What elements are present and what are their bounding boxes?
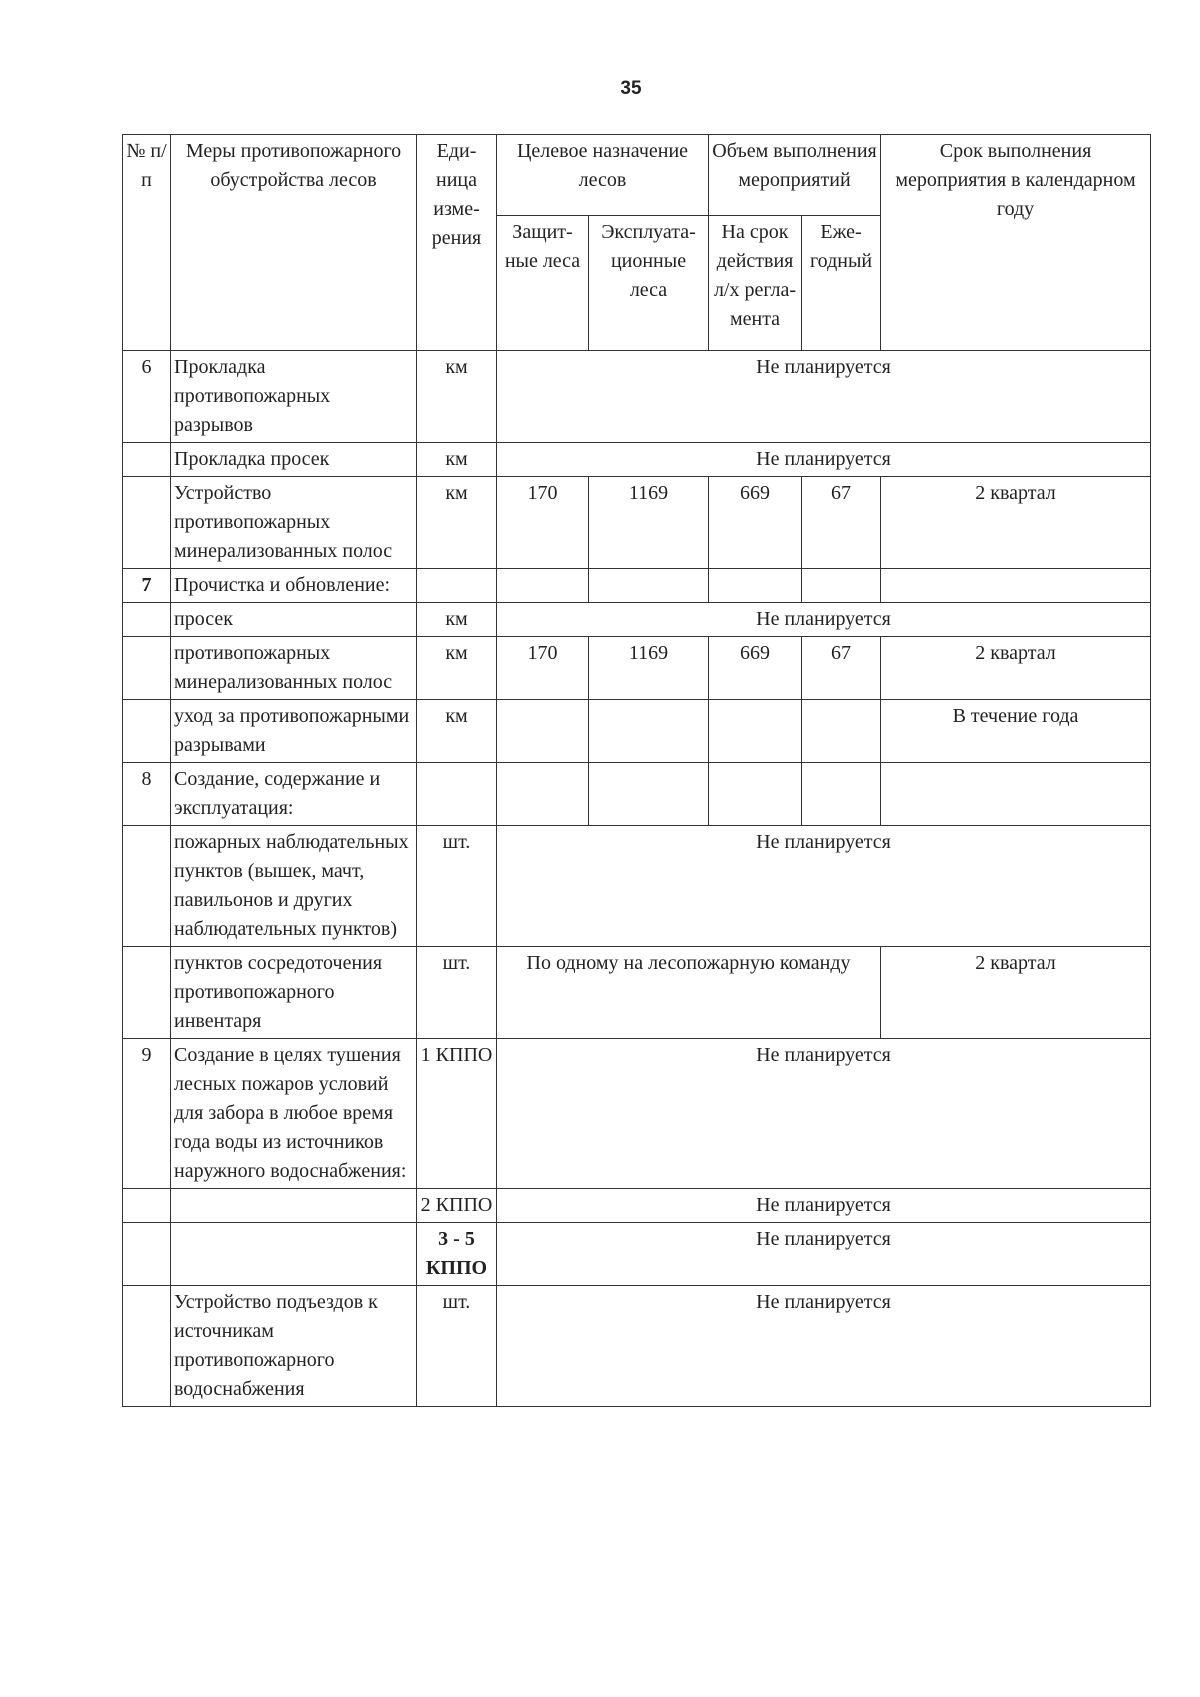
measure-cell	[171, 1189, 417, 1223]
annual-value: 67	[802, 637, 881, 700]
table-row	[123, 826, 1151, 947]
header-deadline: Срок выполнения мероприятия в календарном году	[881, 135, 1151, 351]
measure-cell: Создание, содержание и эксплуатация:	[171, 763, 417, 826]
protective-value	[497, 700, 589, 763]
fire-safety-measures-table	[122, 134, 1151, 1407]
table-row	[123, 477, 1151, 569]
unit-cell: шт.	[417, 947, 497, 1039]
table-row	[123, 637, 1151, 700]
row-number	[123, 826, 171, 947]
period-value	[709, 763, 802, 826]
deadline-cell	[881, 569, 1151, 603]
unit-cell: км	[417, 700, 497, 763]
deadline-cell	[881, 763, 1151, 826]
unit-cell: шт.	[417, 826, 497, 947]
merged-status-cell: Не планируется	[497, 1189, 1151, 1223]
unit-cell	[417, 763, 497, 826]
deadline-cell: 2 квартал	[881, 947, 1151, 1039]
header-volume: Объем выполнения мероприятий	[709, 135, 881, 216]
measure-cell: Устройство подъездов к источникам противопожарного водоснабжения	[171, 1286, 417, 1407]
table-row	[123, 569, 1151, 603]
period-value	[709, 700, 802, 763]
row-number: 9	[123, 1039, 171, 1189]
table-row	[123, 1286, 1151, 1407]
protective-value	[497, 763, 589, 826]
unit-cell: км	[417, 603, 497, 637]
exploitation-value: 1169	[589, 637, 709, 700]
exploitation-value	[589, 700, 709, 763]
measure-cell: пожарных наблюдательных пунктов (вышек, мачт, павильонов и других наблюдательных пунктов)	[171, 826, 417, 947]
header-unit: Еди-ница изме-рения	[417, 135, 497, 351]
measure-cell: Прочистка и обновление:	[171, 569, 417, 603]
row-number: 8	[123, 763, 171, 826]
row-number: 7	[123, 569, 171, 603]
table-row	[123, 1223, 1151, 1286]
merged-status-cell: Не планируется	[497, 826, 1151, 947]
unit-cell: 3 - 5 КППО	[417, 1223, 497, 1286]
row-number	[123, 1189, 171, 1223]
row-number: 6	[123, 351, 171, 443]
deadline-cell: В течение года	[881, 700, 1151, 763]
row-number	[123, 1223, 171, 1286]
unit-cell: км	[417, 351, 497, 443]
exploitation-value	[589, 569, 709, 603]
row-number	[123, 947, 171, 1039]
merged-status-cell: Не планируется	[497, 443, 1151, 477]
merged-status-cell: Не планируется	[497, 1286, 1151, 1407]
table-row	[123, 700, 1151, 763]
table-row	[123, 947, 1151, 1039]
unit-cell	[417, 569, 497, 603]
table-row	[123, 763, 1151, 826]
row-number	[123, 477, 171, 569]
header-regulation-period: На срок действия л/х регла-мента	[709, 216, 802, 351]
merged-status-cell: Не планируется	[497, 351, 1151, 443]
unit-cell: 1 КППО	[417, 1039, 497, 1189]
measure-cell: уход за противопожарными разрывами	[171, 700, 417, 763]
row-number	[123, 637, 171, 700]
merged-status-cell: Не планируется	[497, 1223, 1151, 1286]
measure-cell: противопожарных минерализованных полос	[171, 637, 417, 700]
period-value: 669	[709, 477, 802, 569]
annual-value	[802, 700, 881, 763]
measure-cell	[171, 1223, 417, 1286]
row-number	[123, 443, 171, 477]
deadline-cell: 2 квартал	[881, 477, 1151, 569]
deadline-cell: 2 квартал	[881, 637, 1151, 700]
merged-status-cell: По одному на лесопожарную команду	[497, 947, 881, 1039]
table-row	[123, 1039, 1151, 1189]
unit-cell: шт.	[417, 1286, 497, 1407]
measure-cell: просек	[171, 603, 417, 637]
unit-cell: км	[417, 477, 497, 569]
table-row	[123, 351, 1151, 443]
row-number	[123, 1286, 171, 1407]
header-annual: Еже-годный	[802, 216, 881, 351]
annual-value: 67	[802, 477, 881, 569]
measure-cell: Устройство противопожарных минерализованных полос	[171, 477, 417, 569]
measure-cell: Создание в целях тушения лесных пожаров условий для забора в любое время года воды из источников наружного водоснабжения:	[171, 1039, 417, 1189]
row-number	[123, 603, 171, 637]
annual-value	[802, 763, 881, 826]
unit-cell: 2 КППО	[417, 1189, 497, 1223]
table-row	[123, 1189, 1151, 1223]
header-purpose: Целевое назначение лесов	[497, 135, 709, 216]
period-value: 669	[709, 637, 802, 700]
unit-cell: км	[417, 637, 497, 700]
measure-cell: Прокладка противопожарных разрывов	[171, 351, 417, 443]
page-number: 35	[620, 78, 642, 99]
merged-status-cell: Не планируется	[497, 603, 1151, 637]
header-protective: Защит-ные леса	[497, 216, 589, 351]
header-measures: Меры противопожарного обустройства лесов	[171, 135, 417, 351]
annual-value	[802, 569, 881, 603]
measure-cell: пунктов сосредоточения противопожарного инвентаря	[171, 947, 417, 1039]
protective-value	[497, 569, 589, 603]
header-row-1	[123, 135, 1151, 216]
period-value	[709, 569, 802, 603]
header-num: № п/п	[123, 135, 171, 351]
table-row	[123, 603, 1151, 637]
protective-value: 170	[497, 637, 589, 700]
row-number	[123, 700, 171, 763]
merged-status-cell: Не планируется	[497, 1039, 1151, 1189]
table-row	[123, 443, 1151, 477]
measure-cell: Прокладка просек	[171, 443, 417, 477]
unit-cell: км	[417, 443, 497, 477]
header-exploitation: Эксплуата-ционные леса	[589, 216, 709, 351]
exploitation-value	[589, 763, 709, 826]
exploitation-value: 1169	[589, 477, 709, 569]
protective-value: 170	[497, 477, 589, 569]
